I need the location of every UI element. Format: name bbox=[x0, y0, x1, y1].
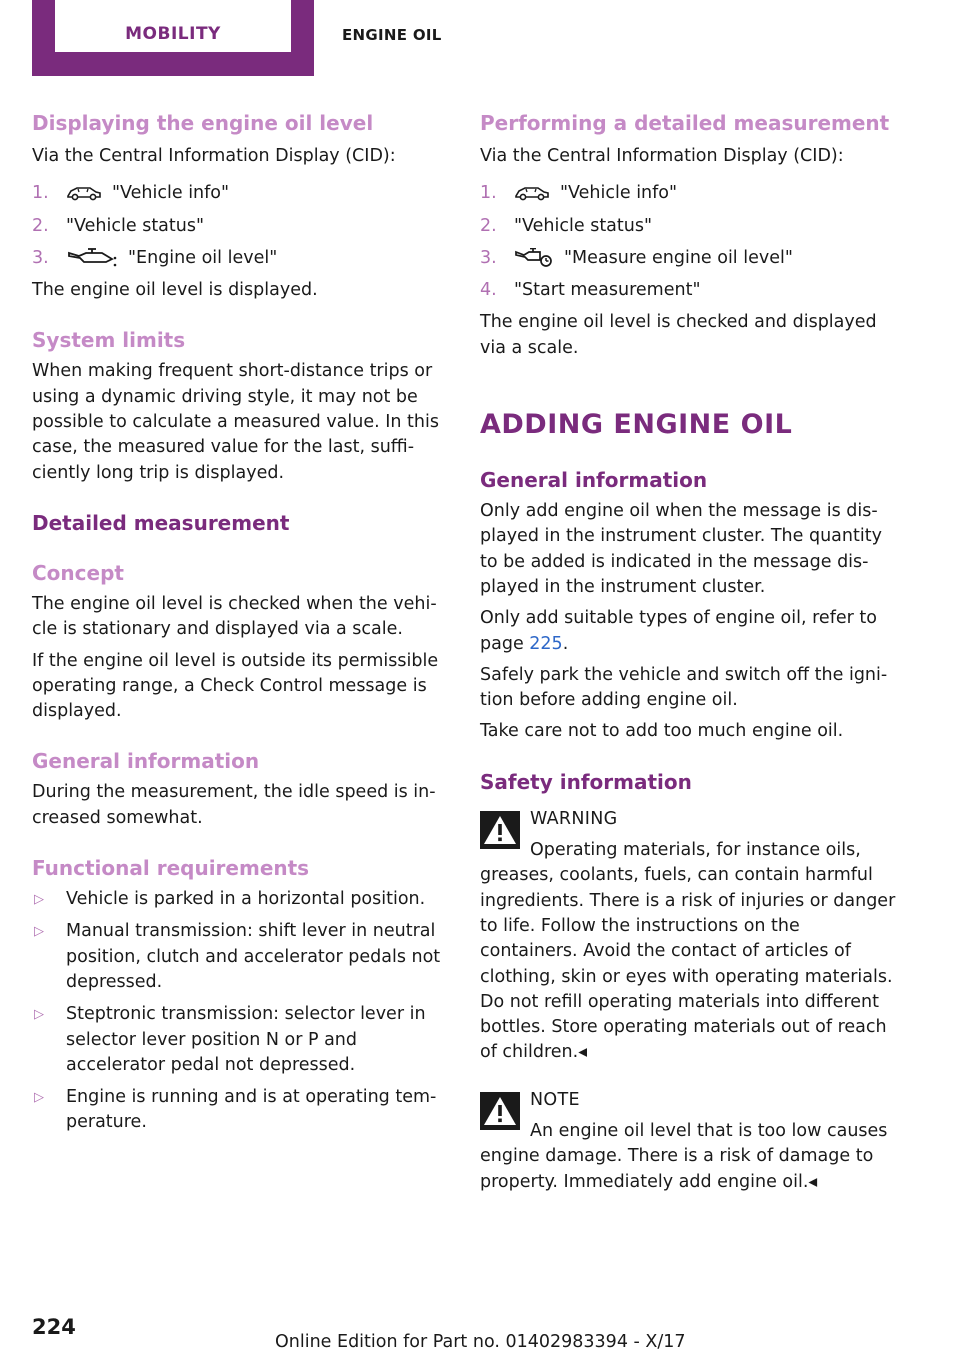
list-item bbox=[32, 887, 450, 912]
oil-measure-icon bbox=[514, 248, 554, 268]
heading-safety-information: Safety information bbox=[480, 769, 692, 794]
step-text: "Measure engine oil level" bbox=[564, 247, 793, 268]
step-item bbox=[480, 214, 900, 239]
heading-detailed-measurement: Detailed measurement bbox=[32, 510, 290, 535]
warning-label: WARNING bbox=[530, 808, 618, 829]
step-item bbox=[32, 246, 450, 271]
note-triangle-icon bbox=[480, 1092, 520, 1130]
bullet-triangle-icon: ▷ bbox=[34, 924, 44, 940]
note-label: NOTE bbox=[530, 1089, 580, 1110]
chapter-tab bbox=[32, 0, 314, 76]
step-item bbox=[32, 214, 450, 239]
adding-text-1: Only add engine oil when the message is displayed in the instrument cluster. The quantity to be added is indicated in the message displayed in the instrument cluster. bbox=[480, 501, 882, 597]
page-link[interactable]: 225 bbox=[529, 633, 563, 654]
step-text: "Start measurement" bbox=[514, 280, 701, 301]
section-label: ENGINE OIL bbox=[342, 26, 442, 44]
heading-general-information-adding: General information bbox=[480, 468, 708, 493]
left-column bbox=[32, 108, 450, 1143]
step-text: "Vehicle status" bbox=[66, 215, 205, 236]
step-item bbox=[480, 246, 900, 271]
adding-text-2-pre: Only add suitable types of engine oil, refer to page bbox=[480, 608, 877, 654]
adding-text-2-post: . bbox=[562, 633, 569, 654]
list-item-text: Engine is running and is at operating temperature. bbox=[66, 1087, 437, 1133]
concept-text-2: If the engine oil level is outside its permissible operating range, a Check Control message is displayed. bbox=[32, 650, 439, 722]
system-limits-text: When making frequent short-distance trips or using a dynamic driving style, it may not be possible to calculate a measured value. In this case, the measured value for the last, sufficiently long trip is displayed. bbox=[32, 361, 439, 483]
warning-text: Operating materials, for instance oils, greases, coolants, fuels, can contain harmful ingredients. There is a risk of injuries or danger to life. Follow the instructions on the containers. Avoid the contact of articles of clothing, skin or eyes with operating materials. Do not refill operating materials into different bottles. Store operating materials out of reach of children.◂ bbox=[480, 840, 896, 1063]
note-text: An engine oil level that is too low causes engine damage. There is a risk of damage to property. Immediately add engine oil.◂ bbox=[480, 1121, 888, 1192]
step-number: 4. bbox=[480, 280, 497, 301]
heading-detailed-measurement-steps: Performing a detailed measurement bbox=[480, 111, 890, 135]
steps-display bbox=[32, 181, 450, 271]
heading-functional-requirements: Functional requirements bbox=[32, 856, 310, 881]
chapter-tab-label: MOBILITY bbox=[55, 0, 291, 52]
adding-text-4: Take care not to add too much engine oil. bbox=[480, 721, 844, 742]
list-item-text: Manual transmission: shift lever in neutral position, clutch and accelerator pedals not depressed. bbox=[66, 921, 441, 992]
step-number: 2. bbox=[480, 215, 497, 236]
chapter-heading: ADDING ENGINE OIL bbox=[480, 409, 793, 441]
cid-intro: Via the Central Information Display (CID): bbox=[32, 146, 396, 166]
heading-display-oil-level: Displaying the engine oil level bbox=[32, 111, 374, 135]
adding-text-3: Safely park the vehicle and switch off the ignition before adding engine oil. bbox=[480, 664, 888, 711]
note-block bbox=[480, 1088, 900, 1195]
adding-text-2 bbox=[480, 606, 900, 657]
page-number: 224 bbox=[32, 1315, 76, 1339]
car-icon bbox=[514, 184, 550, 202]
measure-result: The engine oil level is checked and displayed via a scale. bbox=[480, 312, 877, 358]
step-item bbox=[480, 278, 900, 303]
step-text: "Vehicle status" bbox=[514, 215, 653, 236]
requirements-list bbox=[32, 887, 450, 1136]
heading-concept: Concept bbox=[32, 560, 124, 585]
step-number: 1. bbox=[480, 183, 497, 204]
car-icon bbox=[66, 184, 102, 202]
list-item-text: Steptronic transmission: selector lever in selector lever position N or P and accelerator pedal not depressed. bbox=[66, 1004, 426, 1075]
step-item bbox=[480, 181, 900, 206]
list-item bbox=[32, 1002, 450, 1078]
oil-can-icon bbox=[66, 248, 118, 268]
warning-triangle-icon bbox=[480, 811, 520, 849]
heading-system-limits: System limits bbox=[32, 328, 186, 353]
cid-intro: Via the Central Information Display (CID): bbox=[480, 146, 844, 166]
display-result: The engine oil level is displayed. bbox=[32, 280, 318, 301]
warning-block bbox=[480, 807, 900, 1066]
list-item bbox=[32, 1085, 450, 1136]
bullet-triangle-icon: ▷ bbox=[34, 1090, 44, 1106]
general-information-text: During the measurement, the idle speed is increased somewhat. bbox=[32, 782, 436, 828]
heading-general-information: General information bbox=[32, 749, 260, 774]
right-column bbox=[480, 108, 900, 1195]
list-item bbox=[32, 919, 450, 995]
step-text: "Vehicle info" bbox=[112, 183, 230, 204]
step-item bbox=[32, 181, 450, 206]
bullet-triangle-icon: ▷ bbox=[34, 892, 44, 908]
step-number: 1. bbox=[32, 183, 49, 204]
step-text: "Vehicle info" bbox=[560, 183, 678, 204]
list-item-text: Vehicle is parked in a horizontal position. bbox=[66, 889, 426, 910]
step-number: 2. bbox=[32, 215, 49, 236]
step-text: "Engine oil level" bbox=[128, 247, 278, 268]
concept-text-1: The engine oil level is checked when the vehicle is stationary and displayed via a scale. bbox=[32, 593, 437, 640]
steps-measure bbox=[480, 181, 900, 303]
step-number: 3. bbox=[480, 247, 497, 268]
bullet-triangle-icon: ▷ bbox=[34, 1007, 44, 1023]
edition-footer: Online Edition for Part no. 01402983394 - X/17 bbox=[275, 1332, 686, 1352]
step-number: 3. bbox=[32, 247, 49, 268]
